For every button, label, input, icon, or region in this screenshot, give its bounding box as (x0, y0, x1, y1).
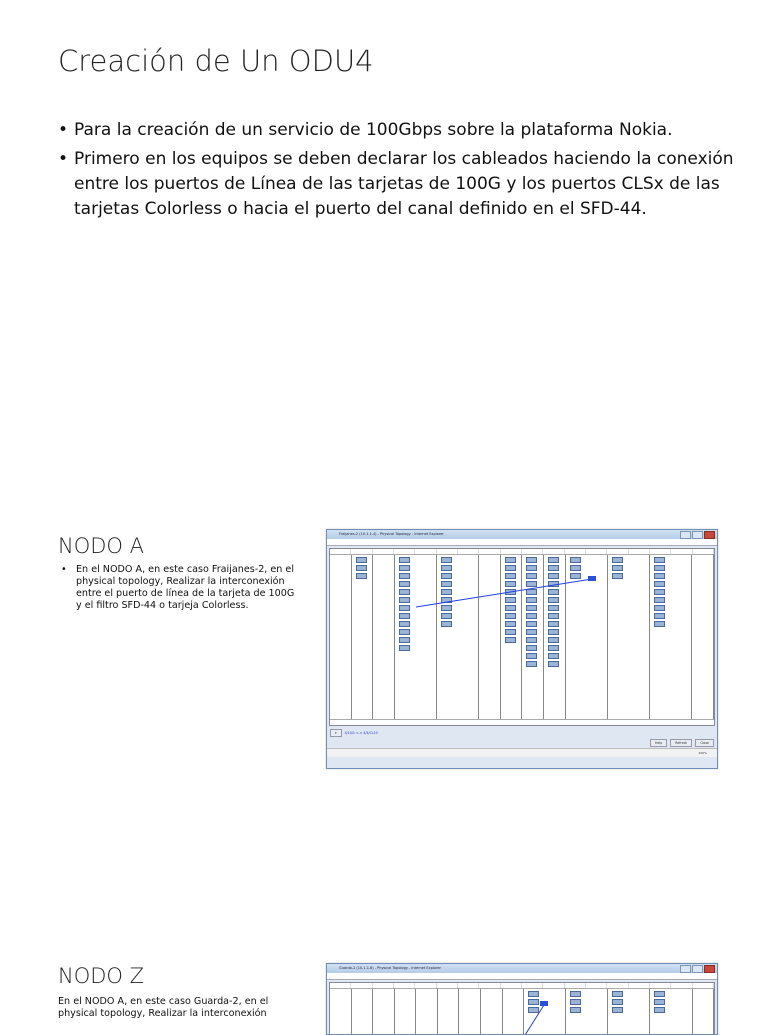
rack-slot (693, 989, 715, 1035)
rack-slot (352, 555, 374, 719)
rack-slot (650, 555, 692, 719)
rack-view (329, 982, 715, 1035)
close-icon (704, 531, 715, 539)
rack-slot (438, 989, 460, 1035)
rack-slot (437, 555, 479, 719)
window-controls (680, 531, 715, 539)
close-button[interactable]: Close (695, 739, 714, 747)
slide-title: Creación de Un ODU4 (58, 44, 374, 78)
rack-slot (608, 555, 650, 719)
maximize-icon (692, 965, 703, 973)
rack-slot (692, 555, 714, 719)
rack-slot (373, 989, 395, 1035)
rack-slot (566, 989, 608, 1035)
status-bar (327, 748, 717, 757)
nodo-z-text: En el NODO A, en este caso Guarda-2, en el physical topology, Realizar la interconexión (58, 996, 269, 1019)
rack-slot (566, 555, 608, 719)
bullet-item: • Primero en los equipos se deben declarar los cableados haciendo la conexión entre los puertos de Línea de las tarjetas de 100G y los puertos CLSx de las tarjetas Colorless o hacia el puerto del canal definido en el SFD-44. (58, 147, 738, 222)
rack-slot (395, 555, 437, 719)
minimize-icon (680, 531, 691, 539)
rack-slot (608, 989, 650, 1035)
rack-slots (330, 555, 714, 719)
rack-slot (352, 989, 374, 1035)
maximize-icon (692, 531, 703, 539)
rack-slot (416, 989, 438, 1035)
nodo-z-heading: NODO Z (58, 964, 144, 988)
rack-slots (330, 989, 714, 1035)
main-bullet-list (58, 118, 738, 226)
help-button[interactable]: Help (650, 739, 667, 747)
rack-toolbar (327, 728, 717, 738)
rack-bottom-numbers (330, 719, 714, 725)
minimize-icon (680, 965, 691, 973)
rack-slot (459, 989, 481, 1035)
selected-link-label: 4/10/1 <-> 4/4/CL10 (344, 731, 378, 735)
rack-slot (330, 555, 352, 719)
rack-slot (544, 555, 566, 719)
window-title: Fraijanes-2 (10.1.1.4) - Physical Topology - Internet Explorer (327, 530, 717, 539)
rack-view (329, 548, 715, 726)
shelf-select[interactable]: ▾ (330, 729, 342, 737)
rack-slot (481, 989, 503, 1035)
rack-slot (373, 555, 395, 719)
close-icon (704, 965, 715, 973)
address-bar (327, 973, 717, 980)
rack-slot (650, 989, 692, 1035)
nodo-a-heading: NODO A (58, 534, 144, 558)
rack-slot (395, 989, 417, 1035)
rack-slot (524, 989, 566, 1035)
rack-slot (479, 555, 501, 719)
window-controls (680, 965, 715, 973)
rack-slot (503, 989, 525, 1035)
address-bar (327, 539, 717, 546)
action-toolbar (327, 738, 717, 748)
nodo-a-text: • En el NODO A, en este caso Fraijanes-2, en el physical topology, Realizar la interconexión entre el puerto de línea de la tarjeta de 100G y el filtro SFD-44 o tarjeja Colorless. (58, 564, 298, 612)
rack-slot (522, 555, 544, 719)
window-title: Guarda-2 (10.1.1.8) - Physical Topology - Internet Explorer (327, 964, 717, 973)
bullet-item: • Para la creación de un servicio de 100Gbps sobre la plataforma Nokia. (58, 118, 738, 143)
rack-slot (330, 989, 352, 1035)
nodo-z-screenshot (326, 963, 718, 1035)
nodo-a-list (58, 564, 298, 612)
rack-slot (501, 555, 523, 719)
zoom-level: 100% (698, 751, 707, 755)
nodo-a-screenshot (326, 529, 718, 769)
refresh-button[interactable]: Refresh (670, 739, 692, 747)
